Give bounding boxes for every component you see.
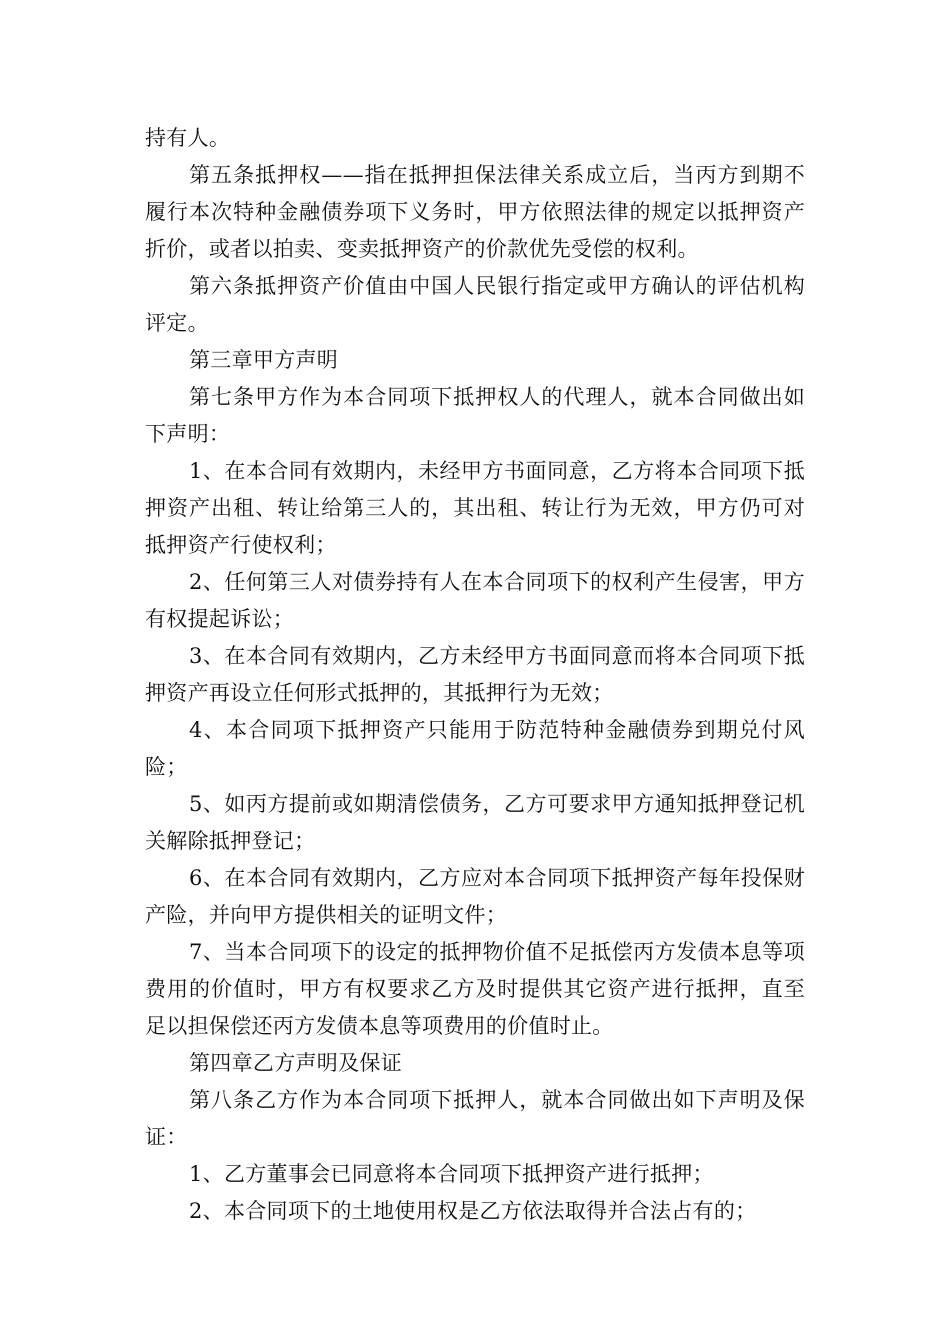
article-7-party-a-statement: 第七条甲方作为本合同项下抵押权人的代理人，就本合同做出如下声明： bbox=[145, 385, 805, 446]
article-8-party-b-statement: 第八条乙方作为本合同项下抵押人，就本合同做出如下声明及保证： bbox=[145, 1088, 805, 1149]
article-5-mortgage-right: 第五条抵押权——指在抵押担保法律关系成立后，当丙方到期不履行本次特种金融债券项下义务时，甲方依照法律的规定以抵押资产折价，或者以拍卖、变卖抵押资产的价款优先受偿的权利。 bbox=[145, 163, 805, 261]
chapter-3-heading: 第三章甲方声明 bbox=[189, 348, 339, 372]
list-item-7: 7、当本合同项下的设定的抵押物价值不足抵偿丙方发债本息等项费用的价值时，甲方有权要求乙方及时提供其它资产进行抵押，直至足以担保偿还丙方发债本息等项费用的价值时止。 bbox=[145, 940, 805, 1038]
list-item-3: 3、在本合同有效期内，乙方未经甲方书面同意而将本合同项下抵押资产再设立任何形式抵押的，其抵押行为无效； bbox=[145, 644, 805, 705]
list-item-5: 5、如丙方提前或如期清偿债务，乙方可要求甲方通知抵押登记机关解除抵押登记； bbox=[145, 792, 805, 853]
list-item-2: 2、任何第三人对债券持有人在本合同项下的权利产生侵害，甲方有权提起诉讼； bbox=[145, 570, 805, 631]
list-item-1: 1、在本合同有效期内，未经甲方书面同意，乙方将本合同项下抵押资产出租、转让给第三人的，其出租、转让行为无效，甲方仍可对抵押资产行使权利； bbox=[145, 459, 805, 557]
document-body bbox=[145, 120, 805, 1230]
article-6-asset-valuation: 第六条抵押资产价值由中国人民银行指定或甲方确认的评估机构评定。 bbox=[145, 274, 805, 335]
list-item-6: 6、在本合同有效期内，乙方应对本合同项下抵押资产每年投保财产险，并向甲方提供相关的证明文件； bbox=[145, 866, 805, 927]
list-item-4: 4、本合同项下抵押资产只能用于防范特种金融债券到期兑付风险； bbox=[145, 718, 805, 779]
paragraph-continuation: 持有人。 bbox=[145, 126, 231, 150]
guarantee-item-1: 1、乙方董事会已同意将本合同项下抵押资产进行抵押； bbox=[189, 1162, 714, 1186]
chapter-4-heading: 第四章乙方声明及保证 bbox=[189, 1051, 402, 1075]
guarantee-item-2: 2、本合同项下的土地使用权是乙方依法取得并合法占有的； bbox=[189, 1199, 757, 1223]
